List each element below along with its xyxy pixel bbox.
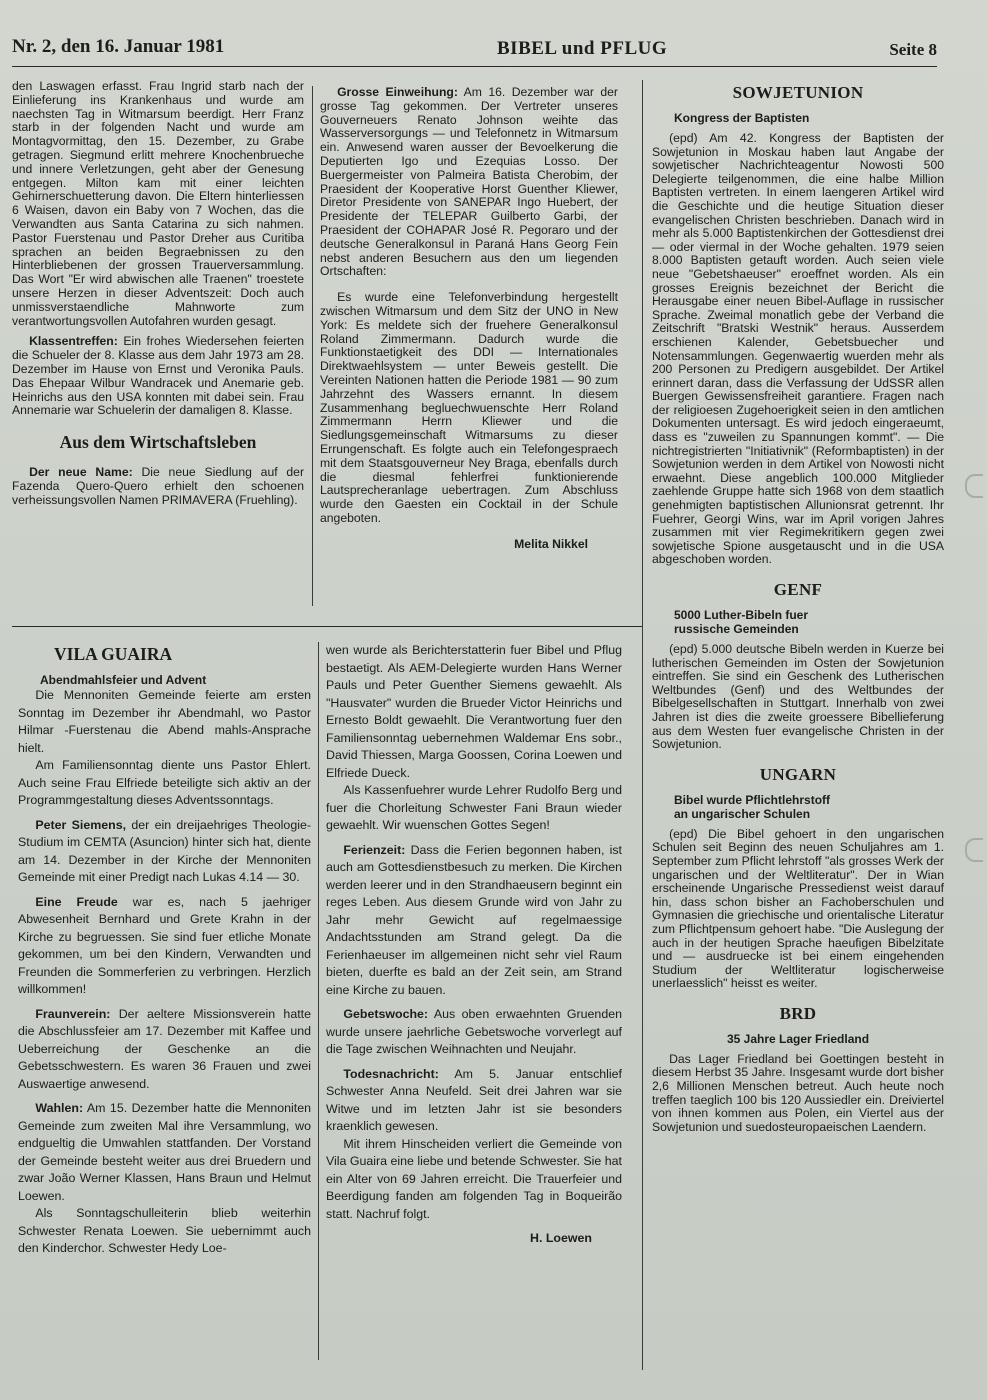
article-subheading: russische Gemeinden (674, 622, 799, 636)
article-paragraph: Es wurde eine Telefonverbindung hergestellt zwischen Witmarsum und dem Sitz der UNO in New York: Es meldete sich der fruehere Generalkonsul Roland Zimmermann. Dadurch wurde die Funktionstaetigkeit des DDI — Internationales Direktwaehlsystem — unter Beweis gestellt. Die Vereinten Nationen hatten die Periode 1981 — 90 zum Jahrzehnt des Wassers ernannt. In diesem Zusammenhang begluechwuenschte Herr Roland Zimmermann Herrn Kliewer und die Siedlungsgemeinschaft Witmarsums zu dieser Errungenschaft. Es folgte auch ein Telefongespraech mit dem Staatsgouverneur Ney Braga, ebenfalls durch die diesmal fehlerfrei funktionierende Lautsprecheranlage uebertragen. Zum Abschluss wurde den Gaesten ein Cocktail in der Schule angeboten. (320, 290, 618, 525)
paragraph-lead: Eine Freude (35, 894, 118, 909)
article-paragraph (326, 842, 622, 1000)
column-divider (642, 80, 643, 1370)
article-column-witmarsum (12, 80, 304, 610)
paragraph-lead: Der neue Name: (29, 465, 133, 480)
article-subheading: Abendmahlsfeier und Advent (40, 673, 207, 687)
section-divider (12, 626, 642, 627)
article-subheading: an ungarischer Schulen (674, 806, 811, 821)
article-paragraph (18, 1100, 311, 1205)
article-column-world-news (652, 82, 944, 1372)
paragraph-text: Am 15. Dezember hatte die Mennoniten Gemeinde zum zweiten Mal ihre Versammlung, wo endgueltig die Umwahlen stattfanden. Der Vorstand der Gemeinde besteht weiter aus drei Bruedern und zwar João Werner Klassen, Hans Braun und Helmut Loewen. (18, 1101, 311, 1203)
article-column-vila-guaira (18, 642, 311, 1362)
section-heading: Aus dem Wirtschaftsleben (59, 432, 257, 453)
page-header (12, 36, 937, 67)
article-paragraph: den Laswagen erfasst. Frau Ingrid starb nach der Einlieferung ins Krankenhaus und wurde am naechsten Tag in Witmarsum beerdigt. Herr Franz starb in der folgenden Nacht und wurde am Montagvormittag, den 15. Dezember, zu Grabe getragen. Siegmund erlitt mehrere Knochenbrueche und innere Verletzungen, geht aber der Genesung entgegen. Milton kam mit einer leichten Gehirnerschuetterung davon. Die Eltern hinterliessen 6 Waisen, davon ein Baby von 7 Wochen, das die Verwandten aus Santa Catarina zu sich nahmen. Pastor Fuerstenau und Pastor Dreher aus Curitiba sprachen an beiden Begraebnissen zu den Hinterbliebenen der grossen Trauerversammlung. Das Wort "Er wird abwischen alle Traenen" troestete unsere Herzen in dieser Adventszeit: Doch auch unmissverstaendliche Mahnworte zum verantwortungsvollen Autofahren wurden gesagt. (12, 80, 304, 328)
article-paragraph (12, 335, 304, 418)
column-divider (318, 642, 319, 1360)
article-paragraph: Das Lager Friedland bei Goettingen besteht in diesem Herbst 35 Jahre. Insgesamt wurde dort bisher 2,6 Millionen Menschen betreut. Auch heute noch treffen taeglich 100 bis 120 Aussiedler ein. Dreiviertel von ihnen kommen aus Polen, ein Viertel aus der Sowjetunion und suedosteuropaeischen Laendern. (652, 1051, 944, 1134)
article-subheading: Bibel wurde Pflichtlehrstoff (674, 792, 831, 807)
paragraph-lead: Peter Siemens, (35, 817, 127, 832)
article-paragraph (18, 817, 311, 887)
article-paragraph (18, 894, 311, 999)
article-subheading: 5000 Luther-Bibeln fuer (674, 608, 809, 622)
paragraph-text: Die neue Siedlung auf der Fazenda Quero-Quero erhielt den schoenen verheissungsvollen Namen PRIMAVERA (Fruehling). (12, 465, 304, 507)
author-signature: H. Loewen (530, 1231, 592, 1245)
paragraph-text: der ein dreijaehriges Theologie-Studium im CEMTA (Asuncion) hinter sich hat, diente am 14. Dezember in der Kirche der Mennoniten Gemeinde mit einer Predigt nach Lukas 4.14 — 30. (18, 817, 311, 884)
article-paragraph: Mit ihrem Hinscheiden verliert die Gemeinde von Vila Guaira eine liebe und betende Schwester. Sie hat ein Alter von 69 Jahren erreicht. Die Trauerfeier und Beerdigung fanden am folgenden Tag in Boqueirão statt. Nachruf folgt. (326, 1136, 622, 1221)
article-paragraph: wen wurde als Berichterstatterin fuer Bibel und Pflug bestaetigt. Als AEM-Delegierte wurden Hans Werner Pauls und Peter Guenther Siemens gewaehlt. Als "Hausvater" wurden die Brueder Victor Heinrichs und Ernesto Boldt gewaehlt. Die Verantwortung fuer den Familiensonntag uebernehmen Waldemar Ens sobr., David Thiessen, Marga Goossen, Corina Loewen und Elfriede Dueck. (326, 643, 622, 780)
newspaper-title: BIBEL und PFLUG (497, 38, 668, 59)
article-column-vila-guaira-cont (326, 642, 622, 1362)
paragraph-text: Dass die Ferien begonnen haben, ist auch am Gottesdienstbesuch zu merken. Die Kirchen werden leerer und in den Strandhaeusern beginnt ein reges Leben. Aus diesem Grunde wird von Jahr zu Jahr mehr Gewicht auf regelmaessige Andachtsstunden am Strand gelegt. Da die Ferienhaeuser im allgemeinen nicht sehr viel Raum bieten, duerfte es bald an der Zeit sein, am Strand eine Kirche zu bauen. (326, 842, 622, 997)
section-heading: UNGARN (759, 764, 837, 784)
article-paragraph: Am Familiensonntag diente uns Pastor Ehlert. Auch seine Frau Elfriede beteiligte sich aktiv an der Programmgestaltung dieses Adventssonntags. (18, 758, 311, 807)
paragraph-lead: Fraunverein: (35, 1006, 111, 1021)
article-paragraph: Als Sonntagschulleiterin blieb weiterhin Schwester Renata Loewen. Sie uebernimmt auch den Kinderchor. Schwester Hedy Loe- (18, 1206, 311, 1255)
page-number: Seite 8 (889, 40, 937, 59)
article-paragraph (320, 86, 618, 279)
paragraph-text: Der aeltere Missionsverein hatte die Abschlussfeier am 17. Dezember mit Kaffee und Ueberreichung der Geschenke an die Gebetsschwestern. Es waren 36 Frauen und zwei Auswaertige anwesend. (18, 1006, 311, 1091)
paragraph-lead: Grosse Einweihung: (337, 86, 458, 99)
author-signature: Melita Nikkel (514, 536, 588, 551)
article-subheading: 35 Jahre Lager Friedland (726, 1031, 870, 1046)
section-heading: SOWJETUNION (732, 83, 864, 102)
paragraph-lead: Ferienzeit: (343, 842, 406, 857)
issue-date: Nr. 2, den 16. Januar 1981 (12, 36, 225, 57)
article-paragraph: (epd) Die Bibel gehoert in den ungarischen Schulen seit Beginn des neuen Schuljahres am 1. September zum Pflicht lehrstoff "als grosses Werk der ungarischen und der Weltliteratur". Der in Wian erscheinende Ungarische Pressedienst weist darauf hin, dass schon bisher an Fachoberschulen und Gymnasien die griechische und orientalische Literatur zum Pflichtpensum gehoert habe. "Die Auslegung der auch in der heutigen Sprache haeufigen Bibelzitate und — ausdruecke ist bei einem eingehenden Studium der Weltliteratur logischerweise unerlaesslich" heisst es weiter. (652, 826, 944, 991)
punch-hole-icon (965, 838, 983, 862)
punch-hole-icon (965, 474, 983, 498)
article-paragraph: Als Kassenfuehrer wurde Lehrer Rudolfo Berg und fuer die Chorleitung Schwester Fani Braun wieder gewaehlt. Wir wuenschen Gottes Segen! (326, 783, 622, 832)
article-column-einweihung (320, 86, 618, 606)
article-paragraph: (epd) Am 42. Kongress der Baptisten der Sowjetunion in Moskau haben laut Angabe der sowjetischer Nachrichteagentur Nowosti 500 Delegierte teilgenommen, die eine halbe Million Baptisten vertreten. In einem laengeren Artikel wird die Geschichte und die heutige Situation dieser evangelischen Christen beschrieben. Danach wird in mehr als 5.000 Baptistenkirchen der Gottesdienst drei — oder viermal in der Woche gehalten. 1979 seien 8.000 Baptisten getauft worden. Auch seien viele neue "Gebetshaeuser" eroeffnet worden. Als ein grosses Ereignis bezeichnet der Bericht die Herausgabe einer neuen Bibel-Auflage in russischer Sprache. Zweimal monatlich gebe der Verband die Zeitschrift "Bratski Westnik" heraus. Ausserdem erschienen Kalender, Gebetsbuecher und Notensammlungen. Gegenwaertig wuerden mehr als 200 Personen zu Predigern ausgebildet. Der Artikel erinnert daran, dass die Verfassung der UdSSR allen Buergen Gewissensfreiheit garantiere. Fragen nach der religioesen Zugehoerigkeit seien in den amtlichen Dokumenten untersagt. Es wird jedoch eingeraeumt, dass es "zuweilen zu Spannungen kommt". — Die nichtregistrierten "Initiativnik" (Reformbaptisten) in der Sowjetunion werden in dem Artikel von Nowosti nicht erwaehnt. Diese angeblich 100.000 Mitglieder zaehlende Gruppe hatte sich 1968 von dem staatlich genehmigten baptistischen Allunionsrat getrennt. Ihr Fuehrer, Georgi Wins, war im April vorigen Jahres zusammen mit vier Regimekritikern gegen zwei sowjetische Spione ausgetauscht und in die USA abgeschoben worden. (652, 131, 944, 567)
paragraph-lead: Wahlen: (35, 1101, 84, 1115)
article-paragraph (18, 1006, 311, 1094)
article-paragraph (326, 1006, 622, 1059)
paragraph-text: Am 16. Dezember war der grosse Tag gekommen. Der Vertreter unseres Gouverneuers Renato Johnson weihte das Wasserversorgungs — und Telefonnetz in Witmarsum ein. Anwesend waren ausser der Bevoelkerung die Deputierten Igo und Ezequias Losso. Der Buergermeister von Palmeira Batista Cherobim, der Praesident der Kooperative Horst Guenther Kliewer, Diretor Presidente von SANEPAR Ingo Huebert, der Presidente der TELEPAR Guilberto Garbi, der Praesident der COHAPAR José R. Pegoraro und der deutsche Generalkonsul in Paraná Hans Georg Fein nebst anderen Besuchern aus den um liegenden Ortschaften: (320, 86, 618, 279)
section-heading: BRD (779, 1003, 817, 1023)
paragraph-text: Ein frohes Wiedersehen feierten die Schueler der 8. Klasse aus dem Jahr 1973 am 28. Dezember im Hause von Ernst und Veronika Pauls. Das Ehepaar Wilbur Wandracek und Anemarie geb. Heinrichs aus den USA konnten mit dabei sein. Frau Annemarie war Schuelerin der damaligen 8. Klasse. (12, 334, 304, 418)
paragraph-text: Am 5. Januar entschlief Schwester Anna Neufeld. Seit drei Jahren war sie Witwe und im letzten Jahr ist sie besonders kraenklich gewesen. (326, 1066, 622, 1133)
paragraph-text: war es, nach 5 jaehriger Abwesenheit Bernhard und Grete Krahn in der Kirche zu begruessen. Sie sind fuer etliche Monate gekommen, um bei den Kindern, Verwandten und Freunden die Sommerferien zu verbringen. Herzlich willkommen! (18, 894, 311, 996)
paragraph-lead: Todesnachricht: (343, 1066, 439, 1081)
paragraph-lead: Gebetswoche: (343, 1007, 429, 1021)
article-subheading: Kongress der Baptisten (674, 111, 810, 125)
article-paragraph (12, 466, 304, 507)
paragraph-text: Aus oben erwaehnten Gruenden wurde unsere jaehrliche Gebetswoche vorverlegt auf die Tage zwischen Weihnachten und Neujahr. (326, 1007, 622, 1056)
column-divider (312, 86, 313, 606)
paragraph-lead: Klassentreffen: (29, 334, 118, 349)
article-paragraph: Die Mennoniten Gemeinde feierte am ersten Sonntag im Dezember ihr Abendmahl, wo Pastor Hilmar -Fuerstenau die Abend mahls-Ansprache hielt. (18, 688, 311, 755)
article-paragraph: (epd) 5.000 deutsche Bibeln werden in Kuerze bei lutherischen Gemeinden im Osten der Sowjetunion eintreffen. Sie sind ein Geschenk des Lutherischen Weltbundes (Genf) und des Weltbundes der Bibelgesellschaften in Stuttgart. Innerhalb von zwei Jahren ist dies die zweite groessere Bibellieferung aus dem Westen fuer evangelische Christen in der Sowjetunion. (652, 642, 944, 752)
article-paragraph (326, 1066, 622, 1136)
section-heading: VILA GUAIRA (54, 644, 173, 664)
section-heading: GENF (773, 580, 823, 599)
